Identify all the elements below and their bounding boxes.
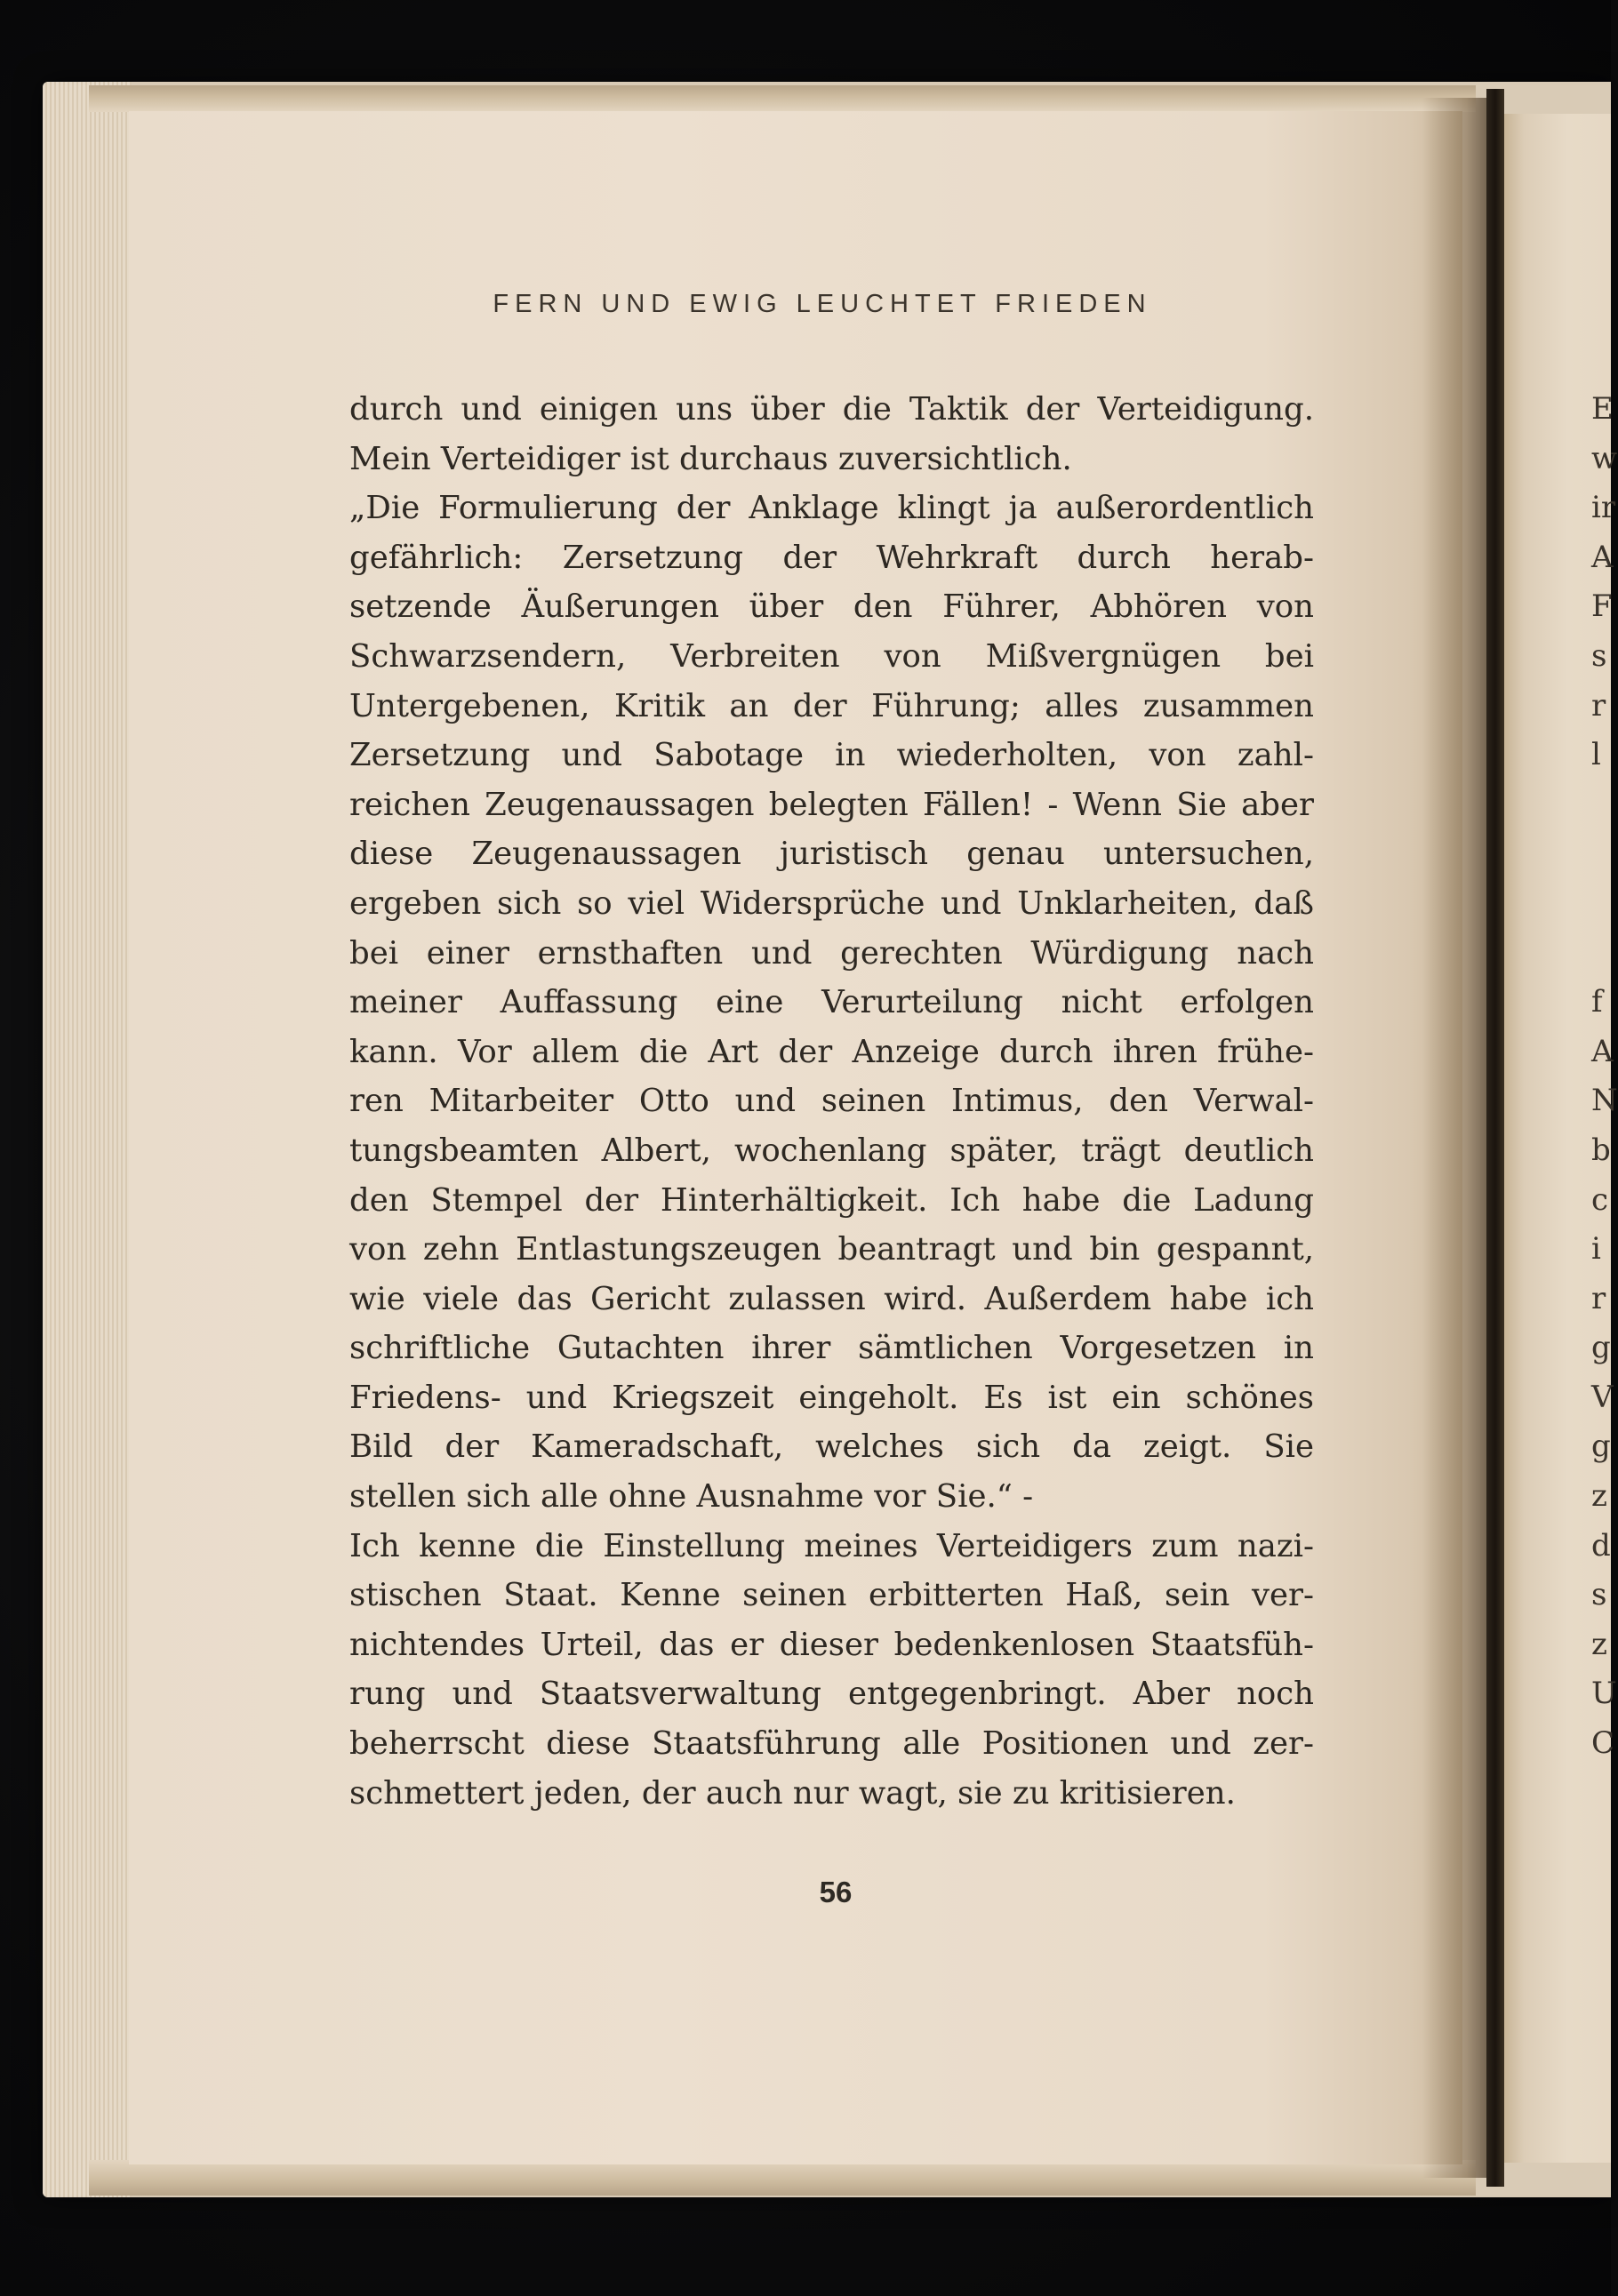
right-page-fragment: g: [1591, 1428, 1611, 1465]
text-line: setzende Äußerungen über den Führer, Abhören von: [349, 588, 1314, 626]
right-page-fragment: l: [1591, 737, 1601, 773]
page-edges-left: [43, 82, 132, 2197]
right-page-fragment: d: [1591, 1527, 1611, 1564]
right-page-fragment: r: [1591, 1280, 1606, 1316]
right-page-fragment: U: [1591, 1676, 1617, 1712]
right-page-fragment: z: [1591, 1626, 1607, 1662]
text-line: durch und einigen uns über die Taktik der Verteidigung.: [349, 391, 1314, 428]
text-line: Ich kenne die Einstellung meines Verteidigers zum nazi-: [349, 1527, 1314, 1564]
right-page-fragment: f: [1591, 984, 1603, 1020]
text-line: tungsbeamten Albert, wochenlang später, trägt deutlich: [349, 1132, 1314, 1169]
body-text: [349, 385, 1314, 1818]
text-line: „Die Formulierung der Anklage klingt ja außerordentlich: [349, 490, 1314, 527]
text-line: nichtendes Urteil, das er dieser bedenkenlosen Staatsfüh-: [349, 1626, 1314, 1663]
right-page-fragment: V: [1591, 1379, 1614, 1415]
book-spine: [1486, 89, 1504, 2187]
right-page-fragment: s: [1591, 1577, 1607, 1613]
right-page-fragment: [1591, 879, 1611, 929]
text-line: ren Mitarbeiter Otto und seinen Intimus, den Verwal-: [349, 1083, 1314, 1120]
right-page-fragment: [1591, 780, 1611, 830]
text-line: Bild der Kameradschaft, welches sich da zeigt. Sie: [349, 1428, 1314, 1466]
page-edge-top: [89, 85, 1476, 112]
text-line: den Stempel der Hinterhältigkeit. Ich habe die Ladung: [349, 1181, 1314, 1219]
text-line: Untergebenen, Kritik an der Führung; alles zusammen: [349, 687, 1314, 724]
right-page-fragment: ir: [1591, 490, 1616, 526]
text-line: bei einer ernsthaften und gerechten Würdigung nach: [349, 934, 1314, 972]
right-page-fragment: F: [1591, 588, 1613, 625]
text-line: von zehn Entlastungszeugen beantragt und bin gespannt,: [349, 1231, 1314, 1268]
right-page-fragment: c: [1591, 1181, 1609, 1218]
right-page-fragment: s: [1591, 637, 1607, 674]
running-header: FERN UND EWIG LEUCHTET FRIEDEN: [493, 290, 1152, 318]
right-page-fragment: g: [1591, 1330, 1611, 1366]
text-line: meiner Auffassung eine Verurteilung nicht erfolgen: [349, 984, 1314, 1021]
right-page-fragment: [1591, 829, 1611, 879]
right-page-fragment: C: [1591, 1725, 1615, 1762]
text-line: gefährlich: Zersetzung der Wehrkraft durch herab-: [349, 539, 1314, 576]
right-page-text-fragments: [1591, 385, 1618, 1769]
text-line: beherrscht diese Staatsführung alle Positionen und zer-: [349, 1725, 1314, 1763]
right-page-fragment: w: [1591, 440, 1618, 476]
right-page-fragment: z: [1591, 1478, 1607, 1515]
text-line: Schwarzsendern, Verbreiten von Mißvergnügen bei: [349, 637, 1314, 675]
text-line: rung und Staatsverwaltung entgegenbringt. Aber noch: [349, 1676, 1314, 1713]
text-line: ergeben sich so viel Widersprüche und Unklarheiten, daß: [349, 884, 1314, 922]
right-page-fragment: E: [1591, 391, 1614, 427]
text-line: Zersetzung und Sabotage in wiederholten, von zahl-: [349, 737, 1314, 774]
right-page-fragment: b: [1591, 1132, 1611, 1168]
text-line: Friedens- und Kriegszeit eingeholt. Es ist ein schönes: [349, 1379, 1314, 1416]
text-line: diese Zeugenaussagen juristisch genau untersuchen,: [349, 836, 1314, 873]
page-edge-bottom: [89, 2160, 1476, 2196]
text-line: wie viele das Gericht zulassen wird. Außerdem habe ich: [349, 1280, 1314, 1317]
text-line: stischen Staat. Kenne seinen erbitterten Haß, sein ver-: [349, 1577, 1314, 1614]
page-number: 56: [819, 1876, 853, 1908]
right-page-fragment: [1591, 929, 1611, 979]
text-line: kann. Vor allem die Art der Anzeige durch ihren frühe-: [349, 1033, 1314, 1070]
right-page-fragment: A: [1591, 539, 1614, 575]
right-page-fragment: A: [1591, 1033, 1614, 1069]
text-line: reichen Zeugenaussagen belegten Fällen! - Wenn Sie aber: [349, 786, 1314, 823]
right-page-fragment: N: [1591, 1083, 1618, 1119]
right-page-fragment: r: [1591, 687, 1606, 724]
text-line: stellen sich alle ohne Ausnahme vor Sie.“ -: [349, 1478, 1034, 1516]
text-line: Mein Verteidiger ist durchaus zuversichtlich.: [349, 440, 1072, 477]
text-line: schriftliche Gutachten ihrer sämtlichen Vorgesetzen in: [349, 1330, 1314, 1367]
text-line: schmettert jeden, der auch nur wagt, sie zu kritisieren.: [349, 1774, 1236, 1812]
right-page-fragment: i: [1591, 1231, 1601, 1268]
